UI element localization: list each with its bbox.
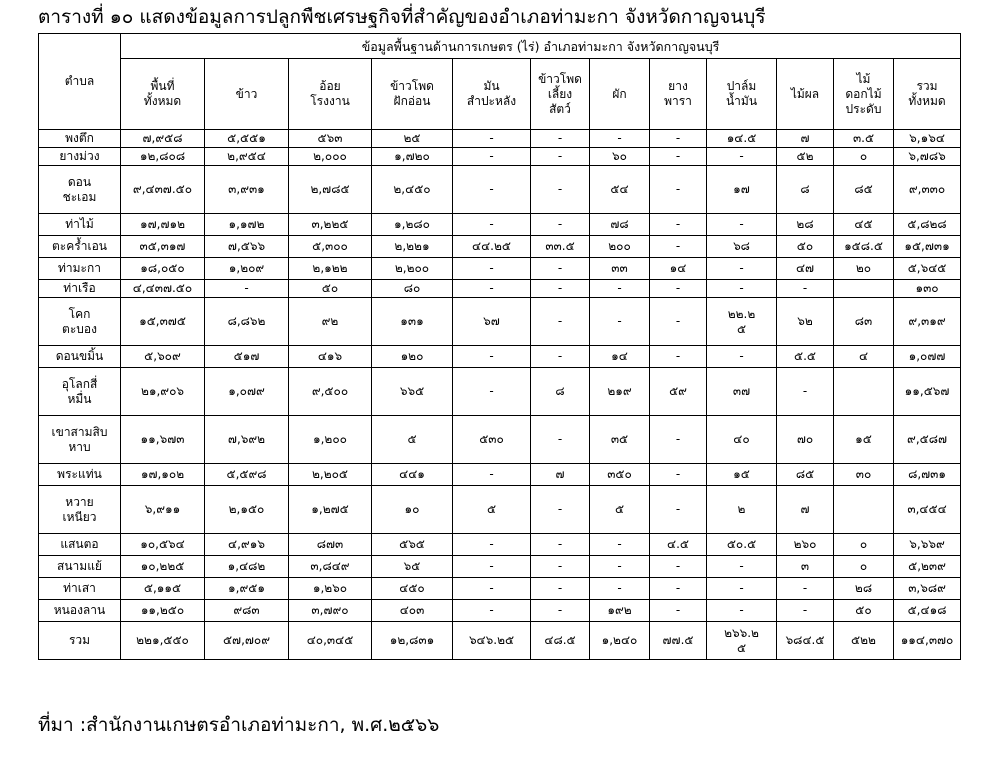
table-cell: ๓๗ (707, 368, 777, 416)
table-cell: ๙,๔๓๗.๕๐ (121, 166, 205, 214)
table-cell: ๔๕ (834, 214, 894, 236)
table-cell: ๕ (453, 486, 531, 534)
table-cell: ๑๗ (707, 166, 777, 214)
table-cell: - (453, 166, 531, 214)
table-cell: - (531, 298, 590, 346)
table-cell: ๑๐,๕๖๔ (121, 534, 205, 556)
table-cell: ๒,๒๐๕ (289, 464, 372, 486)
table-cell: ๒๕ (372, 130, 453, 148)
table-cell: ๕๐ (834, 600, 894, 622)
table-row (39, 464, 961, 486)
table-cell: ๔๘.๕ (531, 622, 590, 660)
table-cell: - (650, 298, 707, 346)
table-cell: ๔.๕ (650, 534, 707, 556)
table-cell: - (205, 280, 289, 298)
table-cell: ๗,๙๕๘ (121, 130, 205, 148)
table-cell: - (590, 130, 650, 148)
table-cell: - (650, 214, 707, 236)
table-cell: ๒๒๑,๕๕๐ (121, 622, 205, 660)
table-cell: ๖,๗๘๖ (894, 148, 961, 166)
column-header: มัน สำปะหลัง (453, 59, 531, 130)
table-cell: ๕๐.๕ (707, 534, 777, 556)
table-row (39, 166, 961, 214)
table-cell: ๕,๑๑๕ (121, 578, 205, 600)
table-row (39, 346, 961, 368)
subdistrict-name: แสนตอ (39, 534, 121, 556)
table-cell: - (650, 166, 707, 214)
subdistrict-name: ท่าเสา (39, 578, 121, 600)
column-header: ข้าว (205, 59, 289, 130)
subdistrict-name: ท่าไม้ (39, 214, 121, 236)
table-row (39, 368, 961, 416)
table-cell: ๒,๔๕๐ (372, 166, 453, 214)
table-row (39, 534, 961, 556)
table-cell: ๕๔ (590, 166, 650, 214)
table-cell: - (777, 368, 834, 416)
table-cell: - (650, 486, 707, 534)
table-cell: ๓๓.๕ (531, 236, 590, 258)
table-cell: ๕,๔๑๘ (894, 600, 961, 622)
table-cell (834, 280, 894, 298)
table-cell: ๑๕,๗๓๑ (894, 236, 961, 258)
table-cell: ๒๒.๒ ๕ (707, 298, 777, 346)
column-header: ยาง พารา (650, 59, 707, 130)
table-cell: - (707, 346, 777, 368)
agriculture-data-table (38, 33, 961, 660)
table-cell: ๖๐ (590, 148, 650, 166)
table-cell: ๕๗,๗๐๙ (205, 622, 289, 660)
table-cell: ๙,๕๐๐ (289, 368, 372, 416)
table-cell: ๒,๑๒๒ (289, 258, 372, 280)
table-cell: ๓,๘๔๙ (289, 556, 372, 578)
table-row (39, 556, 961, 578)
table-cell: ๑๐ (372, 486, 453, 534)
table-cell: ๑๑,๖๗๓ (121, 416, 205, 464)
table-cell: ๓ (777, 556, 834, 578)
table-cell: ๕๐ (289, 280, 372, 298)
table-cell: ๑,๐๗๙ (205, 368, 289, 416)
table-cell: - (707, 556, 777, 578)
table-cell: ๘,๗๓๑ (894, 464, 961, 486)
table-cell: ๔๑๖ (289, 346, 372, 368)
table-cell: ๑,๒๐๐ (289, 416, 372, 464)
table-cell: - (531, 416, 590, 464)
table-cell: - (531, 258, 590, 280)
table-cell: ๔ (834, 346, 894, 368)
table-cell: ๐ (834, 148, 894, 166)
table-cell: ๑๕ (834, 416, 894, 464)
table-cell: ๕๖๓ (289, 130, 372, 148)
table-cell: ๑,๑๗๒ (205, 214, 289, 236)
table-cell: ๒,๙๕๔ (205, 148, 289, 166)
table-cell: ๕๖๕ (372, 534, 453, 556)
document-title: ตารางที่ ๑๐ แสดงข้อมูลการปลูกพืชเศรษฐกิจที่สำคัญของอำเภอท่ามะกา จังหวัดกาญจนบุรี (38, 6, 766, 28)
table-cell: - (531, 130, 590, 148)
table-cell: ๔๐ (707, 416, 777, 464)
table-cell: ๕ (372, 416, 453, 464)
table-cell: ๓,๖๘๙ (894, 578, 961, 600)
table-cell: ๓.๕ (834, 130, 894, 148)
table-cell: - (531, 578, 590, 600)
table-cell: - (650, 130, 707, 148)
table-cell: ๒๐๐ (590, 236, 650, 258)
table-cell: ๑๔.๕ (707, 130, 777, 148)
table-cell: ๖๗ (453, 298, 531, 346)
table-cell: ๕๓๐ (453, 416, 531, 464)
table-cell: ๒๖๖.๒ ๕ (707, 622, 777, 660)
table-cell: ๕๙ (650, 368, 707, 416)
table-row (39, 578, 961, 600)
subdistrict-name: พงตึก (39, 130, 121, 148)
table-cell: ๒๖๐ (777, 534, 834, 556)
table-cell (834, 486, 894, 534)
table-cell: ๑๙๒ (590, 600, 650, 622)
table-cell: ๗๐ (777, 416, 834, 464)
table-cell: - (777, 578, 834, 600)
table-cell: ๕,๕๙๘ (205, 464, 289, 486)
table-cell: ๑,๒๔๐ (590, 622, 650, 660)
table-cell: ๓,๒๒๕ (289, 214, 372, 236)
table-cell: ๓,๙๓๑ (205, 166, 289, 214)
table-cell: - (777, 280, 834, 298)
column-header: ไม้ผล (777, 59, 834, 130)
table-cell: ๓,๔๕๔ (894, 486, 961, 534)
table-cell: - (531, 556, 590, 578)
table-cell: ๑,๐๗๗ (894, 346, 961, 368)
table-cell: - (453, 534, 531, 556)
table-row (39, 130, 961, 148)
table-cell: ๑๐,๒๒๕ (121, 556, 205, 578)
table-cell: ๒๑,๙๐๖ (121, 368, 205, 416)
table-cell: - (453, 280, 531, 298)
table-cell: ๕,๘๒๘ (894, 214, 961, 236)
table-row (39, 280, 961, 298)
column-header: ข้าวโพด ฝักอ่อน (372, 59, 453, 130)
column-header: ปาล์ม น้ำมัน (707, 59, 777, 130)
table-cell: - (650, 236, 707, 258)
table-cell: ๙๒ (289, 298, 372, 346)
table-cell: ๖๘๔.๕ (777, 622, 834, 660)
table-cell: ๕,๒๓๙ (894, 556, 961, 578)
column-header: ไม้ ดอกไม้ ประดับ (834, 59, 894, 130)
table-cell: - (453, 556, 531, 578)
table-cell: - (531, 346, 590, 368)
table-cell: ๑๒,๘๐๘ (121, 148, 205, 166)
table-cell: ๕๑๗ (205, 346, 289, 368)
table-cell: - (531, 148, 590, 166)
table-cell: ๕ (590, 486, 650, 534)
table-cell: ๘๕ (777, 464, 834, 486)
subdistrict-name: ดอน ชะเอม (39, 166, 121, 214)
table-cell: ๑๓๐ (894, 280, 961, 298)
table-cell: ๘๗๓ (289, 534, 372, 556)
table-cell: ๖,๑๖๔ (894, 130, 961, 148)
table-cell: ๙,๓๑๙ (894, 298, 961, 346)
table-cell: - (531, 600, 590, 622)
table-cell: ๖,๙๑๑ (121, 486, 205, 534)
table-cell: ๑๓๑ (372, 298, 453, 346)
table-cell: - (590, 556, 650, 578)
table-cell: - (590, 534, 650, 556)
table-cell: ๕๒ (777, 148, 834, 166)
subdistrict-name: ตะคร้ำเอน (39, 236, 121, 258)
source-note: ที่มา :สำนักงานเกษตรอำเภอท่ามะกา, พ.ศ.๒๕๖๖ (38, 714, 440, 736)
table-cell: ๑๗,๑๐๒ (121, 464, 205, 486)
table-cell: ๔๗ (777, 258, 834, 280)
table-cell: - (650, 464, 707, 486)
table-cell: - (453, 368, 531, 416)
table-cell: ๑๑,๕๖๗ (894, 368, 961, 416)
table-cell: - (453, 578, 531, 600)
subdistrict-name: โคก ตะบอง (39, 298, 121, 346)
table-row (39, 236, 961, 258)
table-cell: ๔,๔๓๗.๕๐ (121, 280, 205, 298)
subdistrict-name: พระแท่น (39, 464, 121, 486)
subdistrict-name: ดอนขมิ้น (39, 346, 121, 368)
table-cell: ๘ (531, 368, 590, 416)
table-cell: ๖๔๖.๒๕ (453, 622, 531, 660)
table-cell: - (453, 214, 531, 236)
table-cell: - (650, 280, 707, 298)
table-cell: - (531, 166, 590, 214)
table-cell: ๓๕ (590, 416, 650, 464)
table-cell: ๕,๕๕๑ (205, 130, 289, 148)
column-header: พื้นที่ ทั้งหมด (121, 59, 205, 130)
table-cell: ๔๕๐ (372, 578, 453, 600)
table-cell: ๑๘,๐๕๐ (121, 258, 205, 280)
table-cell: ๘๐ (372, 280, 453, 298)
header-group: ข้อมูลพื้นฐานด้านการเกษตร (ไร่) อำเภอท่ามะกา จังหวัดกาญจนบุรี (121, 34, 961, 59)
table-cell: ๙๘๓ (205, 600, 289, 622)
table-cell: ๒๘ (834, 578, 894, 600)
table-cell: ๑๕๘.๕ (834, 236, 894, 258)
table-cell: ๘,๘๖๒ (205, 298, 289, 346)
table-cell: ๘๕ (834, 166, 894, 214)
table-cell: ๑๒,๘๓๑ (372, 622, 453, 660)
table-cell: ๕๐ (777, 236, 834, 258)
table-cell: ๕,๖๔๕ (894, 258, 961, 280)
table-cell: ๗ (531, 464, 590, 486)
table-cell: ๐ (834, 534, 894, 556)
table-row (39, 416, 961, 464)
table-cell: ๑,๗๒๐ (372, 148, 453, 166)
table-cell: ๑,๔๘๒ (205, 556, 289, 578)
column-header: ข้าวโพด เลี้ยง สัตว์ (531, 59, 590, 130)
table-cell: ๖๖๕ (372, 368, 453, 416)
table-cell: ๑๒๐ (372, 346, 453, 368)
subdistrict-name: ท่ามะกา (39, 258, 121, 280)
table-cell: ๓,๗๙๐ (289, 600, 372, 622)
table-cell: - (453, 130, 531, 148)
table-cell: - (650, 578, 707, 600)
table-cell: ๓๐ (834, 464, 894, 486)
table-cell: ๓๓ (590, 258, 650, 280)
header-subdistrict: ตำบล (39, 34, 121, 130)
table-row (39, 258, 961, 280)
table-row (39, 148, 961, 166)
table-cell: - (707, 148, 777, 166)
table-cell: ๒๘ (777, 214, 834, 236)
table-cell: ๑๕,๓๗๕ (121, 298, 205, 346)
table-cell (834, 368, 894, 416)
table-cell: ๖๕ (372, 556, 453, 578)
subdistrict-name: หวาย เหนียว (39, 486, 121, 534)
table-cell: ๕,๓๐๐ (289, 236, 372, 258)
table-cell: ๕,๖๐๙ (121, 346, 205, 368)
table-cell: ๒๐ (834, 258, 894, 280)
table-cell: - (707, 600, 777, 622)
table-cell: - (453, 464, 531, 486)
table-row (39, 622, 961, 660)
table-cell: ๑๑๔,๓๗๐ (894, 622, 961, 660)
table-cell: ๕๒๒ (834, 622, 894, 660)
table-cell: ๑๗,๗๑๒ (121, 214, 205, 236)
table-cell: ๑,๒๘๐ (372, 214, 453, 236)
table-row (39, 298, 961, 346)
table-cell: ๑,๒๗๕ (289, 486, 372, 534)
table-cell: - (453, 258, 531, 280)
table-cell: ๑,๒๐๙ (205, 258, 289, 280)
table-cell: - (707, 214, 777, 236)
table-cell: ๘ (777, 166, 834, 214)
table-cell: ๕.๕ (777, 346, 834, 368)
subdistrict-name: เขาสามสิบ หาบ (39, 416, 121, 464)
table-cell: ๑,๒๖๐ (289, 578, 372, 600)
table-row (39, 486, 961, 534)
table-cell: - (777, 600, 834, 622)
table-cell: ๑๔ (650, 258, 707, 280)
subdistrict-name: อุโลกสี่ หมื่น (39, 368, 121, 416)
table-cell: ๔๐๓ (372, 600, 453, 622)
table-cell: ๘๓ (834, 298, 894, 346)
table-cell: - (707, 258, 777, 280)
table-cell: ๑,๙๕๑ (205, 578, 289, 600)
column-header: ผัก (590, 59, 650, 130)
table-cell: ๗๘ (590, 214, 650, 236)
table-cell: ๖๒ (777, 298, 834, 346)
table-cell: ๒,๒๐๐ (372, 258, 453, 280)
table-cell: ๑๕ (707, 464, 777, 486)
table-cell: - (650, 346, 707, 368)
table-cell: - (531, 214, 590, 236)
table-cell: ๐ (834, 556, 894, 578)
table-cell: ๒,๒๒๑ (372, 236, 453, 258)
table-cell: - (531, 486, 590, 534)
table-cell: ๙,๓๓๐ (894, 166, 961, 214)
subdistrict-name: หนองลาน (39, 600, 121, 622)
table-cell: - (590, 280, 650, 298)
table-cell: - (531, 534, 590, 556)
table-cell: - (453, 148, 531, 166)
table-cell: ๔๔.๒๕ (453, 236, 531, 258)
table-cell: - (453, 346, 531, 368)
table-cell: ๔๐,๓๔๕ (289, 622, 372, 660)
table-cell: ๑๑,๒๕๐ (121, 600, 205, 622)
table-cell: ๔,๙๑๖ (205, 534, 289, 556)
table-cell: - (590, 578, 650, 600)
table-cell: - (650, 600, 707, 622)
table-cell: ๔๔๑ (372, 464, 453, 486)
table-cell: ๒๑๙ (590, 368, 650, 416)
subdistrict-name: รวม (39, 622, 121, 660)
column-header: อ้อย โรงงาน (289, 59, 372, 130)
subdistrict-name: ยางม่วง (39, 148, 121, 166)
table-cell: ๗ (777, 486, 834, 534)
column-header: รวม ทั้งหมด (894, 59, 961, 130)
table-cell: - (590, 298, 650, 346)
table-cell: - (707, 280, 777, 298)
table-cell: ๖,๖๖๙ (894, 534, 961, 556)
table-cell: ๒,๗๘๕ (289, 166, 372, 214)
table-cell: ๑๔ (590, 346, 650, 368)
table-cell: ๗๗.๕ (650, 622, 707, 660)
table-cell: - (650, 556, 707, 578)
table-cell: ๗,๕๖๖ (205, 236, 289, 258)
table-cell: ๖๘ (707, 236, 777, 258)
table-cell: ๒,๐๐๐ (289, 148, 372, 166)
table-cell: ๒,๑๕๐ (205, 486, 289, 534)
table-cell: - (531, 280, 590, 298)
table-cell: ๙,๕๘๗ (894, 416, 961, 464)
table-row (39, 214, 961, 236)
table-cell: - (650, 416, 707, 464)
table-cell: - (650, 148, 707, 166)
table-cell: ๓๕๐ (590, 464, 650, 486)
table-cell: ๒ (707, 486, 777, 534)
table-cell: ๗ (777, 130, 834, 148)
subdistrict-name: สนามแย้ (39, 556, 121, 578)
table-cell: ๗,๖๙๒ (205, 416, 289, 464)
table-cell: - (453, 600, 531, 622)
subdistrict-name: ท่าเรือ (39, 280, 121, 298)
table-cell: ๓๕,๓๑๗ (121, 236, 205, 258)
table-row (39, 600, 961, 622)
table-cell: - (707, 578, 777, 600)
